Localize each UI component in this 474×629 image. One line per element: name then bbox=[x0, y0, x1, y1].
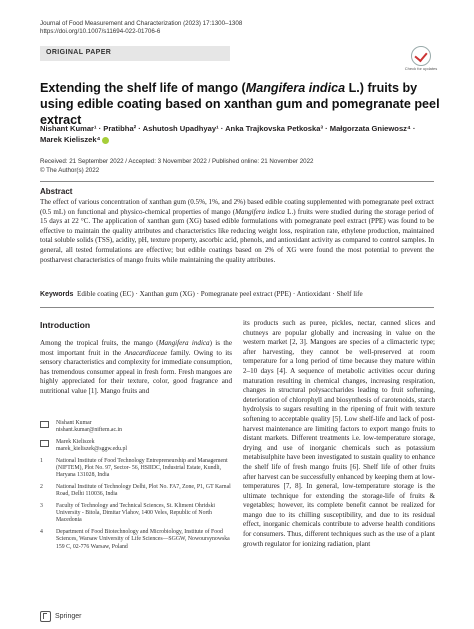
affiliation-text: National Institute of Technology Delhi, Plot No. FA7, Zone, P1, GT Karnal Road, Delhi 110036, India bbox=[56, 483, 231, 498]
intro-column-right: its products such as puree, pickles, nectar, canned slices and chutneys are popular globally and increasing in value on the western market [2, 3]. Mangoes are species of a climacteric type; after harvesting, they cannot be well-preserved at room temperature for a long period of time because they mature within 2–10 days [4]. A sequence of metabolic activities occur during maturation resulting in chemical changes, increasing respiration, changes in structural polysaccharides leading to fruit softening, deterioration of chlorophyll and biosynthesis of carotenoids, starch hydrolysis to sugars resulting in the ripening of fruit with texture softening to acceptable quality [5]. Low shelf-life and lack of post-harvest maintenance are limiting factors to export mango fruits to distant markets. Different treatments i.e. low-temperature storage, drying and use of inorganic chemicals such as potassium metabisulphite have been investigated to sustain quality to enhance the shelf life of fresh mango fruits [6]. Shelf life of other fruits after harvest can be successfully enhanced by keeping them at low-temperatures [7, 8]. In general, low-temperature storage is the ultimate technique for extending the storage-life of fruits & vegetables; however, its complete benefit cannot be realized for mango due to its chilling susceptibility, and due to its residual effect, inorganic chemicals contribute to adverse health conditions for consumers. Thus, different techniques such as the use of a plant growth regulator for ionizing radiation, plant bbox=[243, 319, 435, 548]
intro-column-left bbox=[40, 339, 232, 397]
intro-part: ) is the most important fruit in the bbox=[40, 339, 233, 357]
keywords-line bbox=[40, 290, 434, 300]
check-for-updates-badge[interactable] bbox=[404, 46, 438, 76]
check-updates-icon bbox=[411, 46, 431, 66]
doi-link[interactable]: https://doi.org/10.1007/s11694-022-01706-6 bbox=[40, 28, 161, 35]
affiliation bbox=[40, 529, 232, 551]
footnotes bbox=[40, 420, 232, 555]
affiliation-text: Faculty of Technology and Technical Sciences, St. Kliment Ohridski University - Bitola, Dimitar Vlahov, 1400 Veles, Republic of North Macedonia bbox=[56, 502, 216, 524]
intro-species: Mangifera indica bbox=[158, 339, 210, 347]
email-icon bbox=[40, 421, 49, 428]
orcid-icon[interactable] bbox=[102, 137, 109, 144]
author-list bbox=[40, 123, 440, 145]
article-type-banner bbox=[40, 46, 230, 61]
publisher-name: Springer bbox=[55, 613, 82, 620]
article-dates bbox=[40, 157, 313, 175]
check-updates-label: Check for updates bbox=[404, 66, 438, 71]
affiliation bbox=[40, 458, 232, 480]
affiliation-text: Department of Food Biotechnology and Microbiology, Institute of Food Sciences, Warsaw University of Life Sciences—SGGW, Nowoursynowska 159 C, 02-776 Warsaw, Poland bbox=[56, 528, 230, 550]
keywords-text: Edible coating (EC) · Xanthan gum (XG) · Pomegranate peel extract (PPE) · Antioxidant · Shelf life bbox=[77, 290, 363, 298]
affiliation-number: 2 bbox=[40, 483, 43, 490]
contact-name: Nishant Kumar bbox=[56, 420, 92, 426]
authors-line: Marek Kieliszek⁴ bbox=[40, 135, 101, 144]
section-divider bbox=[40, 181, 434, 182]
abstract-text bbox=[40, 198, 434, 265]
authors-line: Nishant Kumar¹ · Pratibha² · Ashutosh Upadhyay¹ · Anka Trajkovska Petkoska³ · Małgorzata Gniewosz⁴ · bbox=[40, 124, 416, 133]
publication-history: Received: 21 September 2022 / Accepted: 3 November 2022 / Published online: 21 November 2022 bbox=[40, 158, 314, 165]
email-icon bbox=[40, 440, 49, 447]
journal-citation: Journal of Food Measurement and Characterization (2023) 17:1300–1308 bbox=[40, 20, 243, 27]
copyright-notice: © The Author(s) 2022 bbox=[40, 167, 100, 174]
introduction-heading: Introduction bbox=[40, 320, 91, 330]
intro-part: family. Owing to its sensory characteristics and complexity for immediate consumption, has tremendous consumer appeal in fresh form. Fresh mangoes are highly appreciated for their texture, color, good fragrance and nutritional value [1]. Mango fruits and bbox=[40, 348, 232, 395]
abstract-species: Mangifera indica bbox=[235, 207, 285, 216]
article-type-label: ORIGINAL PAPER bbox=[46, 49, 112, 56]
affiliation-text: National Institute of Food Technology Entrepreneurship and Management (NIFTEM), Plot No. 97, Sector- 56, HSIIDC, Industrial Estate, Kundli, Haryana 131028, India bbox=[56, 457, 228, 479]
paper-title bbox=[40, 80, 440, 128]
title-part: L.) fruits by using edible coating based on xanthan gum and pomegranate peel extract bbox=[40, 81, 440, 127]
keywords-label: Keywords bbox=[40, 291, 74, 298]
affiliation-number: 4 bbox=[40, 528, 43, 535]
affiliation-number: 1 bbox=[40, 457, 43, 464]
journal-header bbox=[40, 20, 242, 36]
title-species: Mangifera indica bbox=[245, 81, 346, 95]
affiliation bbox=[40, 503, 232, 525]
affiliation bbox=[40, 484, 232, 499]
publisher-footer bbox=[40, 611, 81, 622]
springer-logo-icon bbox=[40, 611, 51, 622]
contact-email[interactable]: marek_kieliszek@sggw.edu.pl bbox=[56, 446, 127, 453]
abstract-part: L.) fruits were studied during the storage period of 15 days at 22 °C. The application of xanthan gum (XG) based edible formulations with pomegranate peel extract (PPE) was found to be effective to maintain the quality attributes and characteristics like reducing weight loss, respiration rate, ethylene production, maintained total soluble solids (TSS), acidity, pH, texture property, ascorbic acid, phenols, and antioxidant activity as compared to control samples. In general, all tested formulations are effective; but edible coatings based on 2% of XG were found the most potential to prevent the postharvest characteristics of mango fruits while maintaining the quality attributes. bbox=[40, 207, 434, 264]
corresponding-author bbox=[40, 439, 232, 454]
title-part: Extending the shelf life of mango ( bbox=[40, 81, 246, 95]
abstract-part: The effect of various concentration of xanthan gum (0.5%, 1%, and 2%) based edible coating supplemented with pomegranate peel extract (0.5 mL) on functional and physico-chemical properties of mango ( bbox=[40, 198, 434, 216]
intro-family: Anacardiaceae bbox=[124, 348, 168, 357]
abstract-heading: Abstract bbox=[40, 187, 73, 196]
contact-name: Marek Kieliszek bbox=[56, 438, 95, 445]
corresponding-author bbox=[40, 420, 232, 435]
contact-email[interactable]: nishant.kumar@niftem.ac.in bbox=[56, 427, 123, 434]
section-divider bbox=[40, 307, 434, 308]
affiliation-number: 3 bbox=[40, 502, 43, 509]
intro-part: Among the tropical fruits, the mango ( bbox=[40, 339, 159, 347]
